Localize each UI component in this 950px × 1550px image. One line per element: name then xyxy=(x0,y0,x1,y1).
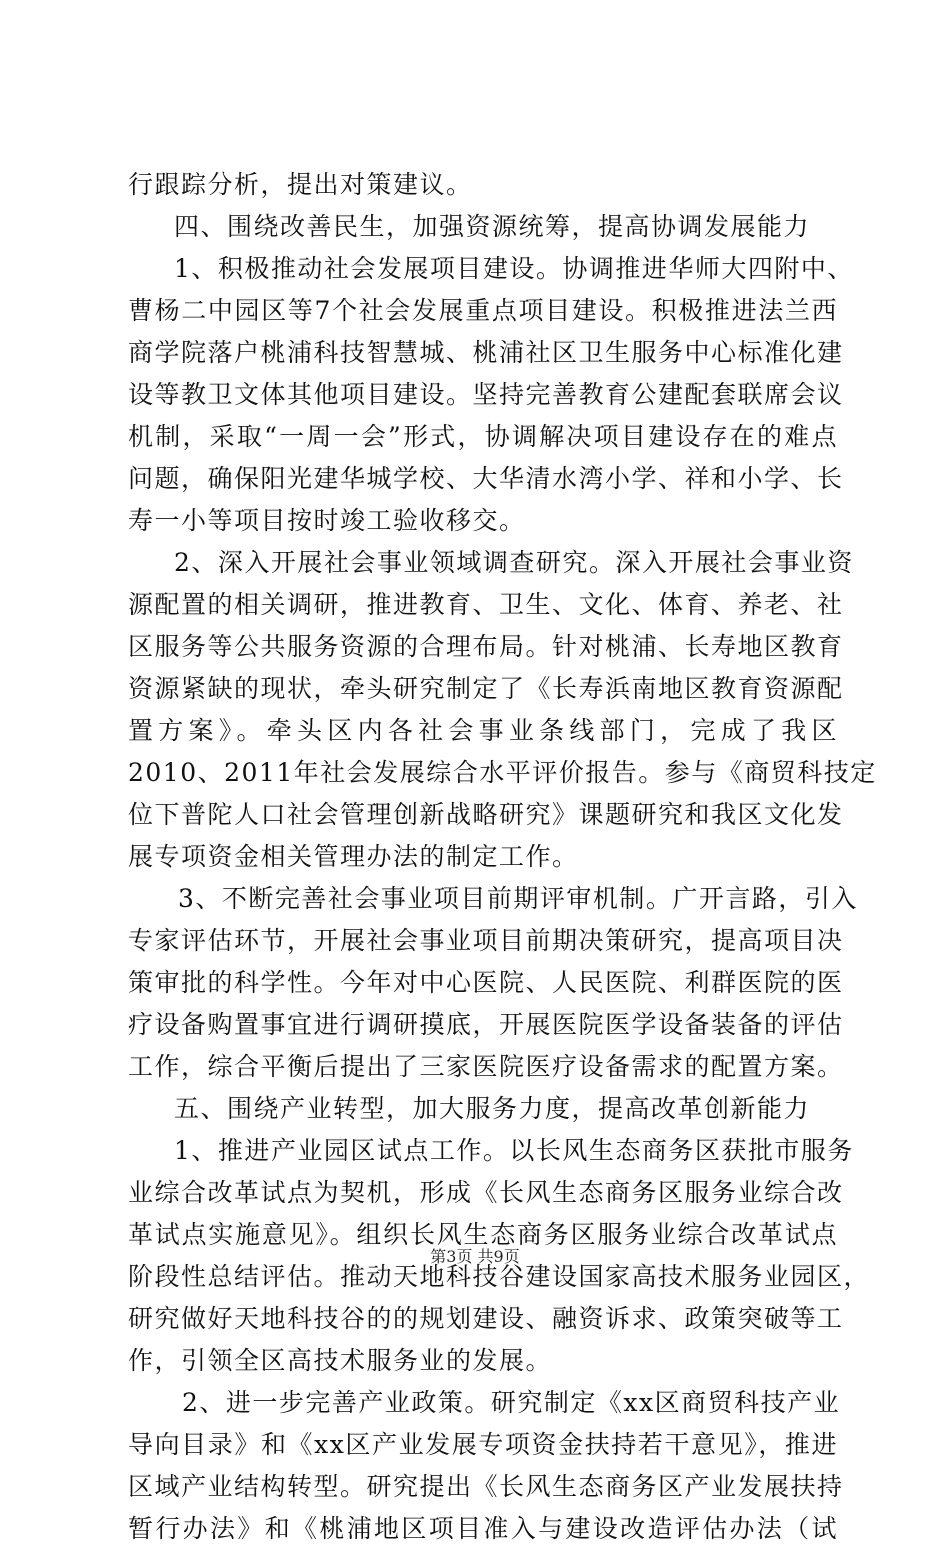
page-footer: 第3页 共9页 xyxy=(430,1247,520,1266)
text-line: 2、进一步完善产业政策。研究制定《xx区商贸科技产业 xyxy=(182,1388,841,1417)
text-line: 五、围绕产业转型，加大服务力度，提高改革创新能力 xyxy=(174,1094,811,1123)
text-line: 寿一小等项目按时竣工验收移交。 xyxy=(128,506,526,535)
text-line: 疗设备购置事宜进行调研摸底，开展医院医学设备装备的评估 xyxy=(128,1010,844,1039)
document-body xyxy=(128,164,877,1550)
text-line: 策审批的科学性。今年对中心医院、人民医院、利群医院的医 xyxy=(128,968,844,997)
text-line: 问题，确保阳光建华城学校、大华清水湾小学、祥和小学、长 xyxy=(128,464,844,493)
text-line: 2、深入开展社会事业领域调查研究。深入开展社会事业资 xyxy=(174,548,854,577)
text-line: 四、围绕改善民生，加强资源统筹，提高协调发展能力 xyxy=(174,212,811,241)
text-line: 展专项资金相关管理办法的制定工作。 xyxy=(128,842,579,871)
text-line: 暂行办法》和《桃浦地区项目准入与建设改造评估办法（试 xyxy=(128,1514,838,1543)
text-line: 2010、2011年社会发展综合水平评价报告。参与《商贸科技定 xyxy=(128,758,877,787)
text-line: 源配置的相关调研，推进教育、卫生、文化、体育、养老、社 xyxy=(128,590,844,619)
text-line: 1、推进产业园区试点工作。以长风生态商务区获批市服务 xyxy=(174,1136,854,1165)
text-line: 机制，采取“一周一会”形式，协调解决项目建设存在的难点 xyxy=(128,422,838,451)
text-line: 专家评估环节，开展社会事业项目前期决策研究，提高项目决 xyxy=(128,926,844,955)
text-line: 业综合改革试点为契机，形成《长风生态商务区服务业综合改 xyxy=(128,1178,844,1207)
text-line: 行跟踪分析，提出对策建议。 xyxy=(128,170,473,199)
text-line: 区域产业结构转型。研究提出《长风生态商务区产业发展扶持 xyxy=(128,1472,844,1501)
text-line: 工作，综合平衡后提出了三家医院医疗设备需求的配置方案。 xyxy=(128,1052,844,1081)
text-line: 曹杨二中园区等7个社会发展重点项目建设。积极推进法兰西 xyxy=(128,296,838,325)
text-line: 置方案》。牵头区内各社会事业条线部门，完成了我区 xyxy=(128,716,838,745)
text-line: 位下普陀人口社会管理创新战略研究》课题研究和我区文化发 xyxy=(128,800,844,829)
text-line: 商学院落户桃浦科技智慧城、桃浦社区卫生服务中心标准化建 xyxy=(128,338,844,367)
text-line: 资源紧缺的现状，牵头研究制定了《长寿浜南地区教育资源配 xyxy=(128,674,844,703)
text-line: 3、不断完善社会事业项目前期评审机制。广开言路，引入 xyxy=(178,884,858,913)
text-line: 阶段性总结评估。推动天地科技谷建设国家高技术服务业园区， xyxy=(128,1262,871,1291)
text-line: 革试点实施意见》。组织长风生态商务区服务业综合改革试点 xyxy=(128,1220,838,1249)
text-line: 设等教卫文体其他项目建设。坚持完善教育公建配套联席会议 xyxy=(128,380,844,409)
text-line: 研究做好天地科技谷的的规划建设、融资诉求、政策突破等工 xyxy=(128,1304,844,1333)
text-line: 区服务等公共服务资源的合理布局。针对桃浦、长寿地区教育 xyxy=(128,632,844,661)
text-line: 导向目录》和《xx区产业发展专项资金扶持若干意见》，推进 xyxy=(128,1430,838,1459)
text-line: 1、积极推动社会发展项目建设。协调推进华师大四附中、 xyxy=(174,254,854,283)
text-line: 作，引领全区高技术服务业的发展。 xyxy=(128,1346,553,1375)
